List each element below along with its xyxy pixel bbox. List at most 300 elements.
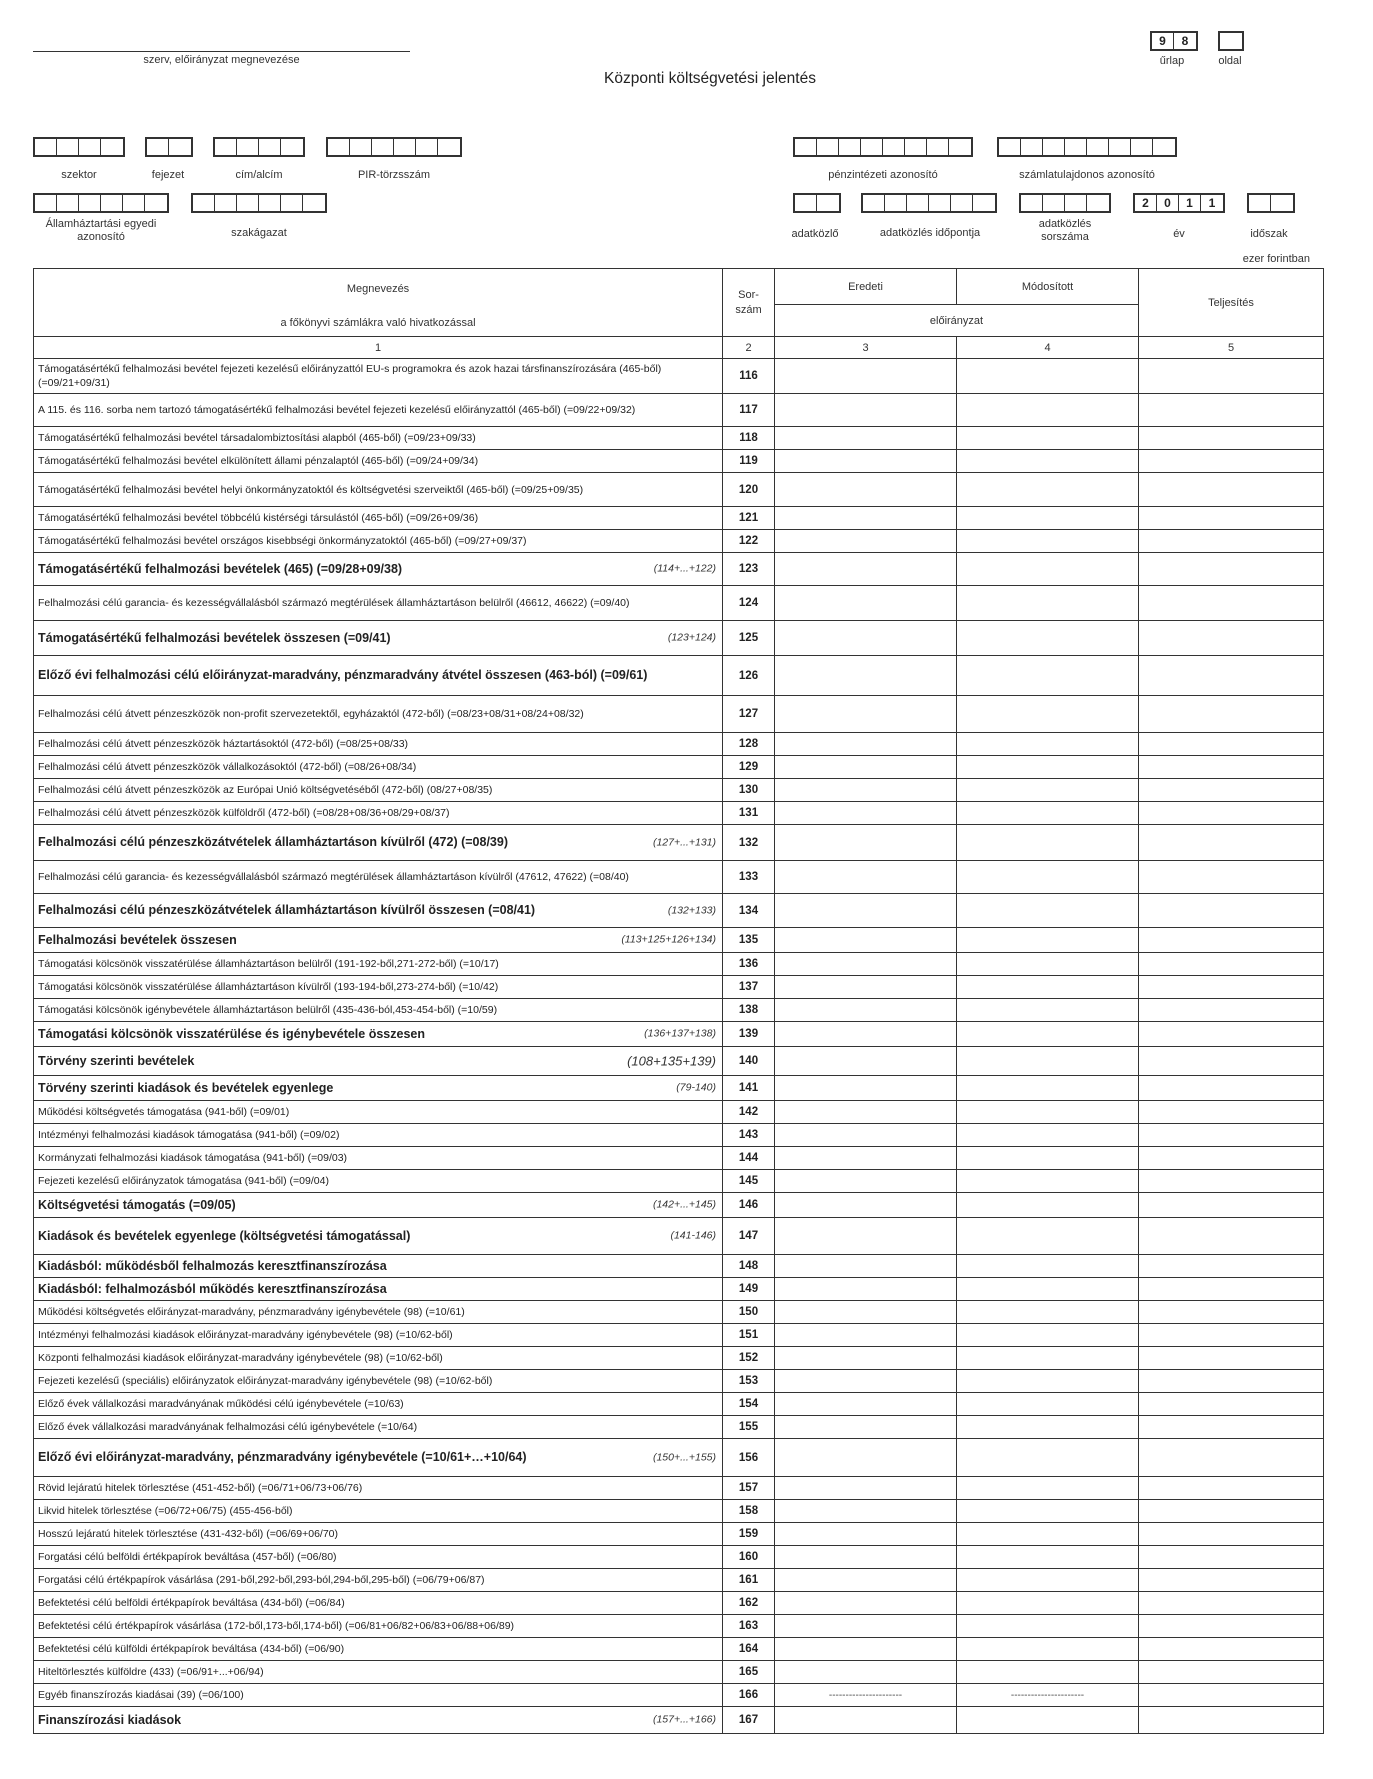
year-caption: év bbox=[1173, 228, 1185, 240]
cell-modified[interactable] bbox=[957, 733, 1139, 756]
row-name: Támogatásértékű felhalmozási bevétel helyi önkormányzatoktól és költségvetési szerveiktől (465-ből) (=09/25+09/35) bbox=[34, 473, 723, 507]
cell-modified[interactable] bbox=[957, 427, 1139, 450]
cell-fulfilment[interactable] bbox=[1139, 1170, 1324, 1193]
table-row bbox=[34, 1477, 1324, 1500]
cell-original[interactable] bbox=[775, 394, 957, 427]
cell-original[interactable] bbox=[775, 553, 957, 586]
cell-original[interactable] bbox=[775, 507, 957, 530]
cell-modified[interactable] bbox=[957, 1615, 1139, 1638]
cell-fulfilment[interactable] bbox=[1139, 1147, 1324, 1170]
cell-fulfilment[interactable] bbox=[1139, 861, 1324, 894]
row-number: 150 bbox=[723, 1301, 775, 1324]
row-name: Befektetési célú belföldi értékpapírok beváltása (434-ből) (=06/84) bbox=[34, 1592, 723, 1615]
cell-fulfilment[interactable] bbox=[1139, 530, 1324, 553]
cell-fulfilment[interactable] bbox=[1139, 1546, 1324, 1569]
table-row bbox=[34, 1324, 1324, 1347]
branch-caption: szakágazat bbox=[231, 227, 287, 239]
page-caption: oldal bbox=[1218, 55, 1242, 67]
cell-fulfilment[interactable] bbox=[1139, 507, 1324, 530]
row-name: Támogatásértékű felhalmozási bevétel elkülönített állami pénzalaptól (465-ből) (=09/24+09/34) bbox=[34, 450, 723, 473]
row-number: 123 bbox=[723, 553, 775, 586]
cell-original[interactable] bbox=[775, 586, 957, 621]
report-date-boxes[interactable] bbox=[861, 193, 997, 213]
row-number: 149 bbox=[723, 1278, 775, 1301]
cell-original[interactable] bbox=[775, 1101, 957, 1124]
account-owner-boxes[interactable] bbox=[997, 137, 1177, 157]
cell-modified[interactable] bbox=[957, 1170, 1139, 1193]
table-row bbox=[34, 553, 1324, 586]
cell-original[interactable] bbox=[775, 1147, 957, 1170]
cell-modified[interactable] bbox=[957, 621, 1139, 656]
cell-modified[interactable] bbox=[957, 394, 1139, 427]
row-formula: (127+...+131) bbox=[652, 836, 716, 848]
row-name: Előző évi felhalmozási célú előirányzat-maradvány, pénzmaradvány átvétel összesen (463-ból) (=09/61) bbox=[34, 656, 723, 696]
cell-original[interactable] bbox=[775, 1255, 957, 1278]
cell-modified[interactable] bbox=[957, 1661, 1139, 1684]
table-row bbox=[34, 1193, 1324, 1218]
cell-fulfilment[interactable] bbox=[1139, 1022, 1324, 1047]
table-row bbox=[34, 1347, 1324, 1370]
row-formula: (157+...+166) bbox=[652, 1713, 716, 1726]
cell-modified[interactable] bbox=[957, 1347, 1139, 1370]
branch-boxes[interactable] bbox=[191, 193, 327, 213]
cell-fulfilment[interactable] bbox=[1139, 733, 1324, 756]
row-formula: (132+133) bbox=[667, 904, 716, 916]
cell-modified[interactable] bbox=[957, 756, 1139, 779]
chapter-caption: fejezet bbox=[151, 169, 185, 181]
cell-original[interactable] bbox=[775, 621, 957, 656]
cell-fulfilment[interactable] bbox=[1139, 802, 1324, 825]
title-subtitle-caption: cím/alcím bbox=[235, 169, 283, 181]
table-row bbox=[34, 1170, 1324, 1193]
cell-original[interactable] bbox=[775, 473, 957, 507]
cell-fulfilment[interactable] bbox=[1139, 1661, 1324, 1684]
cell-original[interactable] bbox=[775, 1370, 957, 1393]
cell-fulfilment[interactable] bbox=[1139, 999, 1324, 1022]
cell-fulfilment[interactable] bbox=[1139, 1638, 1324, 1661]
cell-modified[interactable] bbox=[957, 1101, 1139, 1124]
cell-modified[interactable] bbox=[957, 1301, 1139, 1324]
cell-fulfilment[interactable] bbox=[1139, 1370, 1324, 1393]
cell-original[interactable] bbox=[775, 1301, 957, 1324]
cell-original[interactable] bbox=[775, 1707, 957, 1734]
cell-modified[interactable] bbox=[957, 1324, 1139, 1347]
cell-modified[interactable] bbox=[957, 1707, 1139, 1734]
cell-fulfilment[interactable] bbox=[1139, 359, 1324, 394]
table-row bbox=[34, 1076, 1324, 1101]
row-number: 154 bbox=[723, 1393, 775, 1416]
table-row bbox=[34, 928, 1324, 953]
cell-original[interactable] bbox=[775, 1500, 957, 1523]
cell-modified[interactable] bbox=[957, 1255, 1139, 1278]
row-number: 133 bbox=[723, 861, 775, 894]
col-index-3: 3 bbox=[775, 337, 957, 359]
cell-fulfilment[interactable] bbox=[1139, 1684, 1324, 1707]
cell-original[interactable] bbox=[775, 894, 957, 928]
cell-fulfilment[interactable] bbox=[1139, 1592, 1324, 1615]
row-name: Forgatási célú belföldi értékpapírok beváltása (457-ből) (=06/80) bbox=[34, 1546, 723, 1569]
cell-modified[interactable] bbox=[957, 1500, 1139, 1523]
cell-original[interactable] bbox=[775, 1124, 957, 1147]
row-number: 158 bbox=[723, 1500, 775, 1523]
row-name: Támogatásértékű felhalmozási bevételek összesen (=09/41) (123+124) bbox=[34, 621, 723, 656]
cell-modified[interactable] bbox=[957, 953, 1139, 976]
row-formula: (141-146) bbox=[670, 1229, 716, 1242]
row-name: Felhalmozási célú pénzeszközátvételek államháztartáson kívülről összesen (=08/41) (132+133) bbox=[34, 894, 723, 928]
cell-modified[interactable] bbox=[957, 1124, 1139, 1147]
cell-original[interactable] bbox=[775, 530, 957, 553]
cell-fulfilment[interactable] bbox=[1139, 621, 1324, 656]
sector-boxes[interactable] bbox=[33, 137, 125, 157]
row-number: 167 bbox=[723, 1707, 775, 1734]
row-number: 130 bbox=[723, 779, 775, 802]
cell-original[interactable] bbox=[775, 802, 957, 825]
state-id-caption: Államháztartási egyedi azonosító bbox=[45, 218, 157, 243]
cell-original[interactable] bbox=[775, 359, 957, 394]
row-name: Hiteltörlesztés külföldre (433) (=06/91+...+06/94) bbox=[34, 1661, 723, 1684]
row-name: Támogatásértékű felhalmozási bevétel országos kisebbségi önkormányzatoktól (465-ből) (=09/27+09/37) bbox=[34, 530, 723, 553]
table-row bbox=[34, 1523, 1324, 1546]
row-number: 160 bbox=[723, 1546, 775, 1569]
row-number: 140 bbox=[723, 1047, 775, 1076]
cell-modified[interactable] bbox=[957, 530, 1139, 553]
bank-id-boxes[interactable] bbox=[793, 137, 973, 157]
col-original-header: Eredeti bbox=[775, 269, 957, 305]
cell-original[interactable] bbox=[775, 1022, 957, 1047]
chapter-boxes[interactable] bbox=[145, 137, 193, 157]
cell-fulfilment[interactable] bbox=[1139, 1324, 1324, 1347]
row-name: Intézményi felhalmozási kiadások előirányzat-maradvány igénybevétele (98) (=10/62-ből) bbox=[34, 1324, 723, 1347]
cell-original[interactable] bbox=[775, 1416, 957, 1439]
cell-modified[interactable] bbox=[957, 1147, 1139, 1170]
table-row bbox=[34, 1255, 1324, 1278]
table-row bbox=[34, 1439, 1324, 1477]
cell-fulfilment[interactable] bbox=[1139, 473, 1324, 507]
table-row bbox=[34, 1022, 1324, 1047]
cell-modified[interactable] bbox=[957, 861, 1139, 894]
cell-fulfilment[interactable] bbox=[1139, 553, 1324, 586]
cell-original[interactable] bbox=[775, 999, 957, 1022]
unit-caption: ezer forintban bbox=[1242, 253, 1310, 265]
cell-modified[interactable] bbox=[957, 359, 1139, 394]
cell-fulfilment[interactable] bbox=[1139, 394, 1324, 427]
row-number: 142 bbox=[723, 1101, 775, 1124]
cell-original[interactable] bbox=[775, 1661, 957, 1684]
cell-original[interactable] bbox=[775, 1347, 957, 1370]
cell-fulfilment[interactable] bbox=[1139, 1193, 1324, 1218]
cell-original[interactable] bbox=[775, 656, 957, 696]
row-number: 166 bbox=[723, 1684, 775, 1707]
cell-modified[interactable] bbox=[957, 999, 1139, 1022]
cell-fulfilment[interactable] bbox=[1139, 1707, 1324, 1734]
table-row bbox=[34, 1393, 1324, 1416]
cell-modified[interactable] bbox=[957, 1076, 1139, 1101]
table-row bbox=[34, 696, 1324, 733]
cell-fulfilment[interactable] bbox=[1139, 1218, 1324, 1255]
cell-fulfilment[interactable] bbox=[1139, 1278, 1324, 1301]
row-number: 148 bbox=[723, 1255, 775, 1278]
page-number-box[interactable] bbox=[1218, 31, 1244, 51]
row-number: 117 bbox=[723, 394, 775, 427]
row-formula: (114+...+122) bbox=[653, 562, 716, 575]
row-name: Támogatási kölcsönök visszatérülése és igénybevétele összesen (136+137+138) bbox=[34, 1022, 723, 1047]
row-formula: (136+137+138) bbox=[644, 1027, 716, 1040]
cell-modified[interactable] bbox=[957, 1569, 1139, 1592]
cell-fulfilment[interactable] bbox=[1139, 1047, 1324, 1076]
cell-modified[interactable] bbox=[957, 1218, 1139, 1255]
cell-modified[interactable] bbox=[957, 1393, 1139, 1416]
cell-original[interactable] bbox=[775, 1569, 957, 1592]
row-number: 126 bbox=[723, 656, 775, 696]
cell-original[interactable] bbox=[775, 1546, 957, 1569]
row-formula: (113+125+126+134) bbox=[621, 933, 716, 946]
cell-modified[interactable] bbox=[957, 1592, 1139, 1615]
row-number: 136 bbox=[723, 953, 775, 976]
row-name: Rövid lejáratú hitelek törlesztése (451-452-ből) (=06/71+06/73+06/76) bbox=[34, 1477, 723, 1500]
row-number: 146 bbox=[723, 1193, 775, 1218]
cell-modified[interactable] bbox=[957, 1638, 1139, 1661]
cell-modified[interactable] bbox=[957, 802, 1139, 825]
cell-fulfilment[interactable] bbox=[1139, 953, 1324, 976]
cell-modified[interactable] bbox=[957, 553, 1139, 586]
table-row bbox=[34, 586, 1324, 621]
cell-fulfilment[interactable] bbox=[1139, 1393, 1324, 1416]
cell-original[interactable] bbox=[775, 928, 957, 953]
report-seq-boxes[interactable] bbox=[1019, 193, 1111, 213]
row-name: Felhalmozási célú átvett pénzeszközök non-profit szervezetektől, egyházaktól (472-ből) (=08/23+08/31+08/24+08/32) bbox=[34, 696, 723, 733]
cell-fulfilment[interactable] bbox=[1139, 586, 1324, 621]
cell-original[interactable] bbox=[775, 1592, 957, 1615]
row-name: Előző évek vállalkozási maradványának felhalmozási célú igénybevétele (=10/64) bbox=[34, 1416, 723, 1439]
row-number: 122 bbox=[723, 530, 775, 553]
cell-original[interactable] bbox=[775, 756, 957, 779]
cell-modified[interactable] bbox=[957, 928, 1139, 953]
table-row bbox=[34, 1301, 1324, 1324]
cell-fulfilment[interactable] bbox=[1139, 928, 1324, 953]
row-number: 138 bbox=[723, 999, 775, 1022]
table-row bbox=[34, 1684, 1324, 1707]
cell-fulfilment[interactable] bbox=[1139, 1439, 1324, 1477]
row-name: Fejezeti kezelésű előirányzatok támogatása (941-ből) (=09/04) bbox=[34, 1170, 723, 1193]
title-subtitle-boxes[interactable] bbox=[213, 137, 305, 157]
cell-modified[interactable] bbox=[957, 1370, 1139, 1393]
row-number: 155 bbox=[723, 1416, 775, 1439]
table-row bbox=[34, 1416, 1324, 1439]
cell-original[interactable] bbox=[775, 825, 957, 861]
table-row bbox=[34, 427, 1324, 450]
cell-modified[interactable] bbox=[957, 1439, 1139, 1477]
cell-fulfilment[interactable] bbox=[1139, 1076, 1324, 1101]
table-row bbox=[34, 1147, 1324, 1170]
cell-modified: ---------------------- bbox=[957, 1684, 1139, 1707]
cell-fulfilment[interactable] bbox=[1139, 1477, 1324, 1500]
row-number: 119 bbox=[723, 450, 775, 473]
cell-modified[interactable] bbox=[957, 1047, 1139, 1076]
cell-modified[interactable] bbox=[957, 473, 1139, 507]
cell-modified[interactable] bbox=[957, 894, 1139, 928]
cell-original[interactable] bbox=[775, 1439, 957, 1477]
table-row bbox=[34, 1278, 1324, 1301]
row-name: Intézményi felhalmozási kiadások támogatása (941-ből) (=09/02) bbox=[34, 1124, 723, 1147]
reporter-boxes[interactable] bbox=[793, 193, 841, 213]
cell-fulfilment[interactable] bbox=[1139, 656, 1324, 696]
row-number: 121 bbox=[723, 507, 775, 530]
table-row bbox=[34, 1124, 1324, 1147]
cell-modified[interactable] bbox=[957, 696, 1139, 733]
cell-modified[interactable] bbox=[957, 656, 1139, 696]
row-name: Felhalmozási célú átvett pénzeszközök külföldről (472-ből) (=08/28+08/36+08/29+08/37) bbox=[34, 802, 723, 825]
row-number: 147 bbox=[723, 1218, 775, 1255]
row-number: 124 bbox=[723, 586, 775, 621]
cell-original: ---------------------- bbox=[775, 1684, 957, 1707]
row-number: 127 bbox=[723, 696, 775, 733]
row-name: Támogatásértékű felhalmozási bevételek (465) (=09/28+09/38) (114+...+122) bbox=[34, 553, 723, 586]
cell-modified[interactable] bbox=[957, 507, 1139, 530]
cell-original[interactable] bbox=[775, 1615, 957, 1638]
cell-modified[interactable] bbox=[957, 1193, 1139, 1218]
cell-fulfilment[interactable] bbox=[1139, 450, 1324, 473]
cell-fulfilment[interactable] bbox=[1139, 1347, 1324, 1370]
period-boxes[interactable] bbox=[1247, 193, 1295, 213]
cell-modified[interactable] bbox=[957, 1022, 1139, 1047]
report-date-caption: adatközlés időpontja bbox=[879, 227, 981, 239]
row-name: Forgatási célú értékpapírok vásárlása (291-ből,292-ből,293-ból,294-ből,295-ből) (=06/79+06/87) bbox=[34, 1569, 723, 1592]
cell-fulfilment[interactable] bbox=[1139, 1255, 1324, 1278]
cell-original[interactable] bbox=[775, 1477, 957, 1500]
row-number: 120 bbox=[723, 473, 775, 507]
cell-fulfilment[interactable] bbox=[1139, 1101, 1324, 1124]
cell-original[interactable] bbox=[775, 1324, 957, 1347]
table-row bbox=[34, 976, 1324, 999]
cell-modified[interactable] bbox=[957, 825, 1139, 861]
cell-modified[interactable] bbox=[957, 586, 1139, 621]
row-formula: (123+124) bbox=[667, 631, 716, 644]
cell-original[interactable] bbox=[775, 1170, 957, 1193]
row-name: Befektetési célú külföldi értékpapírok beváltása (434-ből) (=06/90) bbox=[34, 1638, 723, 1661]
row-name: Felhalmozási célú garancia- és kezességvállalásból származó megtérülések államháztartáson belülről (46612, 46622) (=09/40) bbox=[34, 586, 723, 621]
cell-modified[interactable] bbox=[957, 976, 1139, 999]
table-row bbox=[34, 1592, 1324, 1615]
cell-fulfilment[interactable] bbox=[1139, 1569, 1324, 1592]
row-name: Befektetési célú értékpapírok vásárlása (172-ből,173-ből,174-ből) (=06/81+06/82+06/83+06/88+06/89) bbox=[34, 1615, 723, 1638]
cell-fulfilment[interactable] bbox=[1139, 1124, 1324, 1147]
cell-fulfilment[interactable] bbox=[1139, 427, 1324, 450]
cell-fulfilment[interactable] bbox=[1139, 756, 1324, 779]
row-name: Felhalmozási célú átvett pénzeszközök vállalkozásoktól (472-ből) (=08/26+08/34) bbox=[34, 756, 723, 779]
cell-original[interactable] bbox=[775, 733, 957, 756]
col-fulfilment-header: Teljesítés bbox=[1139, 269, 1324, 337]
cell-fulfilment[interactable] bbox=[1139, 825, 1324, 861]
row-name: Támogatási kölcsönök igénybevétele államháztartáson belülről (435-436-ból,453-454-ből) (=10/59) bbox=[34, 999, 723, 1022]
row-number: 132 bbox=[723, 825, 775, 861]
col-num-header: Sor-szám bbox=[723, 269, 775, 337]
cell-original[interactable] bbox=[775, 1047, 957, 1076]
cell-original[interactable] bbox=[775, 427, 957, 450]
table-row bbox=[34, 473, 1324, 507]
row-number: 125 bbox=[723, 621, 775, 656]
cell-fulfilment[interactable] bbox=[1139, 1615, 1324, 1638]
cell-modified[interactable] bbox=[957, 779, 1139, 802]
row-name: Fejezeti kezelésű (speciális) előirányzatok előirányzat-maradvány igénybevétele (98) (=10/62-ből) bbox=[34, 1370, 723, 1393]
cell-original[interactable] bbox=[775, 1638, 957, 1661]
cell-fulfilment[interactable] bbox=[1139, 1301, 1324, 1324]
row-number: 131 bbox=[723, 802, 775, 825]
cell-modified[interactable] bbox=[957, 1278, 1139, 1301]
state-id-boxes[interactable] bbox=[33, 193, 169, 213]
cell-modified[interactable] bbox=[957, 1416, 1139, 1439]
year-boxes[interactable]: 2 0 1 1 bbox=[1133, 193, 1225, 213]
row-number: 152 bbox=[723, 1347, 775, 1370]
account-owner-caption: számlatulajdonos azonosító bbox=[1019, 169, 1155, 181]
cell-modified[interactable] bbox=[957, 1477, 1139, 1500]
cell-fulfilment[interactable] bbox=[1139, 1523, 1324, 1546]
row-number: 151 bbox=[723, 1324, 775, 1347]
cell-fulfilment[interactable] bbox=[1139, 1500, 1324, 1523]
row-number: 153 bbox=[723, 1370, 775, 1393]
cell-original[interactable] bbox=[775, 1076, 957, 1101]
table-row bbox=[34, 507, 1324, 530]
table-row bbox=[34, 1615, 1324, 1638]
table-row bbox=[34, 953, 1324, 976]
form-number-boxes[interactable]: 9 8 bbox=[1150, 31, 1198, 51]
row-number: 156 bbox=[723, 1439, 775, 1477]
cell-original[interactable] bbox=[775, 976, 957, 999]
cell-modified[interactable] bbox=[957, 450, 1139, 473]
row-name: Felhalmozási célú átvett pénzeszközök az Európai Unió költségvetéséből (472-ből) (08/27+08/35) bbox=[34, 779, 723, 802]
row-name: Felhalmozási célú átvett pénzeszközök háztartásoktól (472-ből) (=08/25+08/33) bbox=[34, 733, 723, 756]
row-name: Törvény szerinti bevételek (108+135+139) bbox=[34, 1047, 723, 1076]
cell-modified[interactable] bbox=[957, 1523, 1139, 1546]
cell-fulfilment[interactable] bbox=[1139, 894, 1324, 928]
cell-original[interactable] bbox=[775, 953, 957, 976]
cell-original[interactable] bbox=[775, 696, 957, 733]
row-formula: (150+...+155) bbox=[652, 1451, 716, 1463]
cell-modified[interactable] bbox=[957, 1546, 1139, 1569]
table-row bbox=[34, 1661, 1324, 1684]
row-name: Központi felhalmozási kiadások előirányzat-maradvány igénybevétele (98) (=10/62-ből) bbox=[34, 1347, 723, 1370]
row-name: Támogatásértékű felhalmozási bevétel fejezeti kezelésű előirányzattól EU-s programokra és azok hazai társfinanszírozására (465-ből) (=09/21+09/31) bbox=[34, 359, 723, 394]
table-row bbox=[34, 861, 1324, 894]
pir-boxes[interactable] bbox=[326, 137, 462, 157]
cell-original[interactable] bbox=[775, 779, 957, 802]
row-number: 143 bbox=[723, 1124, 775, 1147]
row-name: Egyéb finanszírozás kiadásai (39) (=06/100) bbox=[34, 1684, 723, 1707]
cell-fulfilment[interactable] bbox=[1139, 1416, 1324, 1439]
cell-original[interactable] bbox=[775, 1393, 957, 1416]
row-number: 129 bbox=[723, 756, 775, 779]
col-index-2: 2 bbox=[723, 337, 775, 359]
cell-original[interactable] bbox=[775, 450, 957, 473]
cell-original[interactable] bbox=[775, 1523, 957, 1546]
org-name-line bbox=[33, 51, 410, 52]
table-row bbox=[34, 756, 1324, 779]
row-name: Előző évek vállalkozási maradványának működési célú igénybevétele (=10/63) bbox=[34, 1393, 723, 1416]
table-row bbox=[34, 1370, 1324, 1393]
cell-original[interactable] bbox=[775, 1193, 957, 1218]
row-name: Előző évi előirányzat-maradvány, pénzmaradvány igénybevétele (=10/61+…+10/64) (150+...+155) bbox=[34, 1439, 723, 1477]
row-name: Működési költségvetés előirányzat-maradvány, pénzmaradvány igénybevétele (98) (=10/61) bbox=[34, 1301, 723, 1324]
row-number: 164 bbox=[723, 1638, 775, 1661]
table-row bbox=[34, 1569, 1324, 1592]
cell-fulfilment[interactable] bbox=[1139, 779, 1324, 802]
cell-original[interactable] bbox=[775, 1278, 957, 1301]
cell-original[interactable] bbox=[775, 1218, 957, 1255]
cell-fulfilment[interactable] bbox=[1139, 696, 1324, 733]
row-number: 128 bbox=[723, 733, 775, 756]
cell-fulfilment[interactable] bbox=[1139, 976, 1324, 999]
bank-id-caption: pénzintézeti azonosító bbox=[828, 169, 938, 181]
cell-original[interactable] bbox=[775, 861, 957, 894]
